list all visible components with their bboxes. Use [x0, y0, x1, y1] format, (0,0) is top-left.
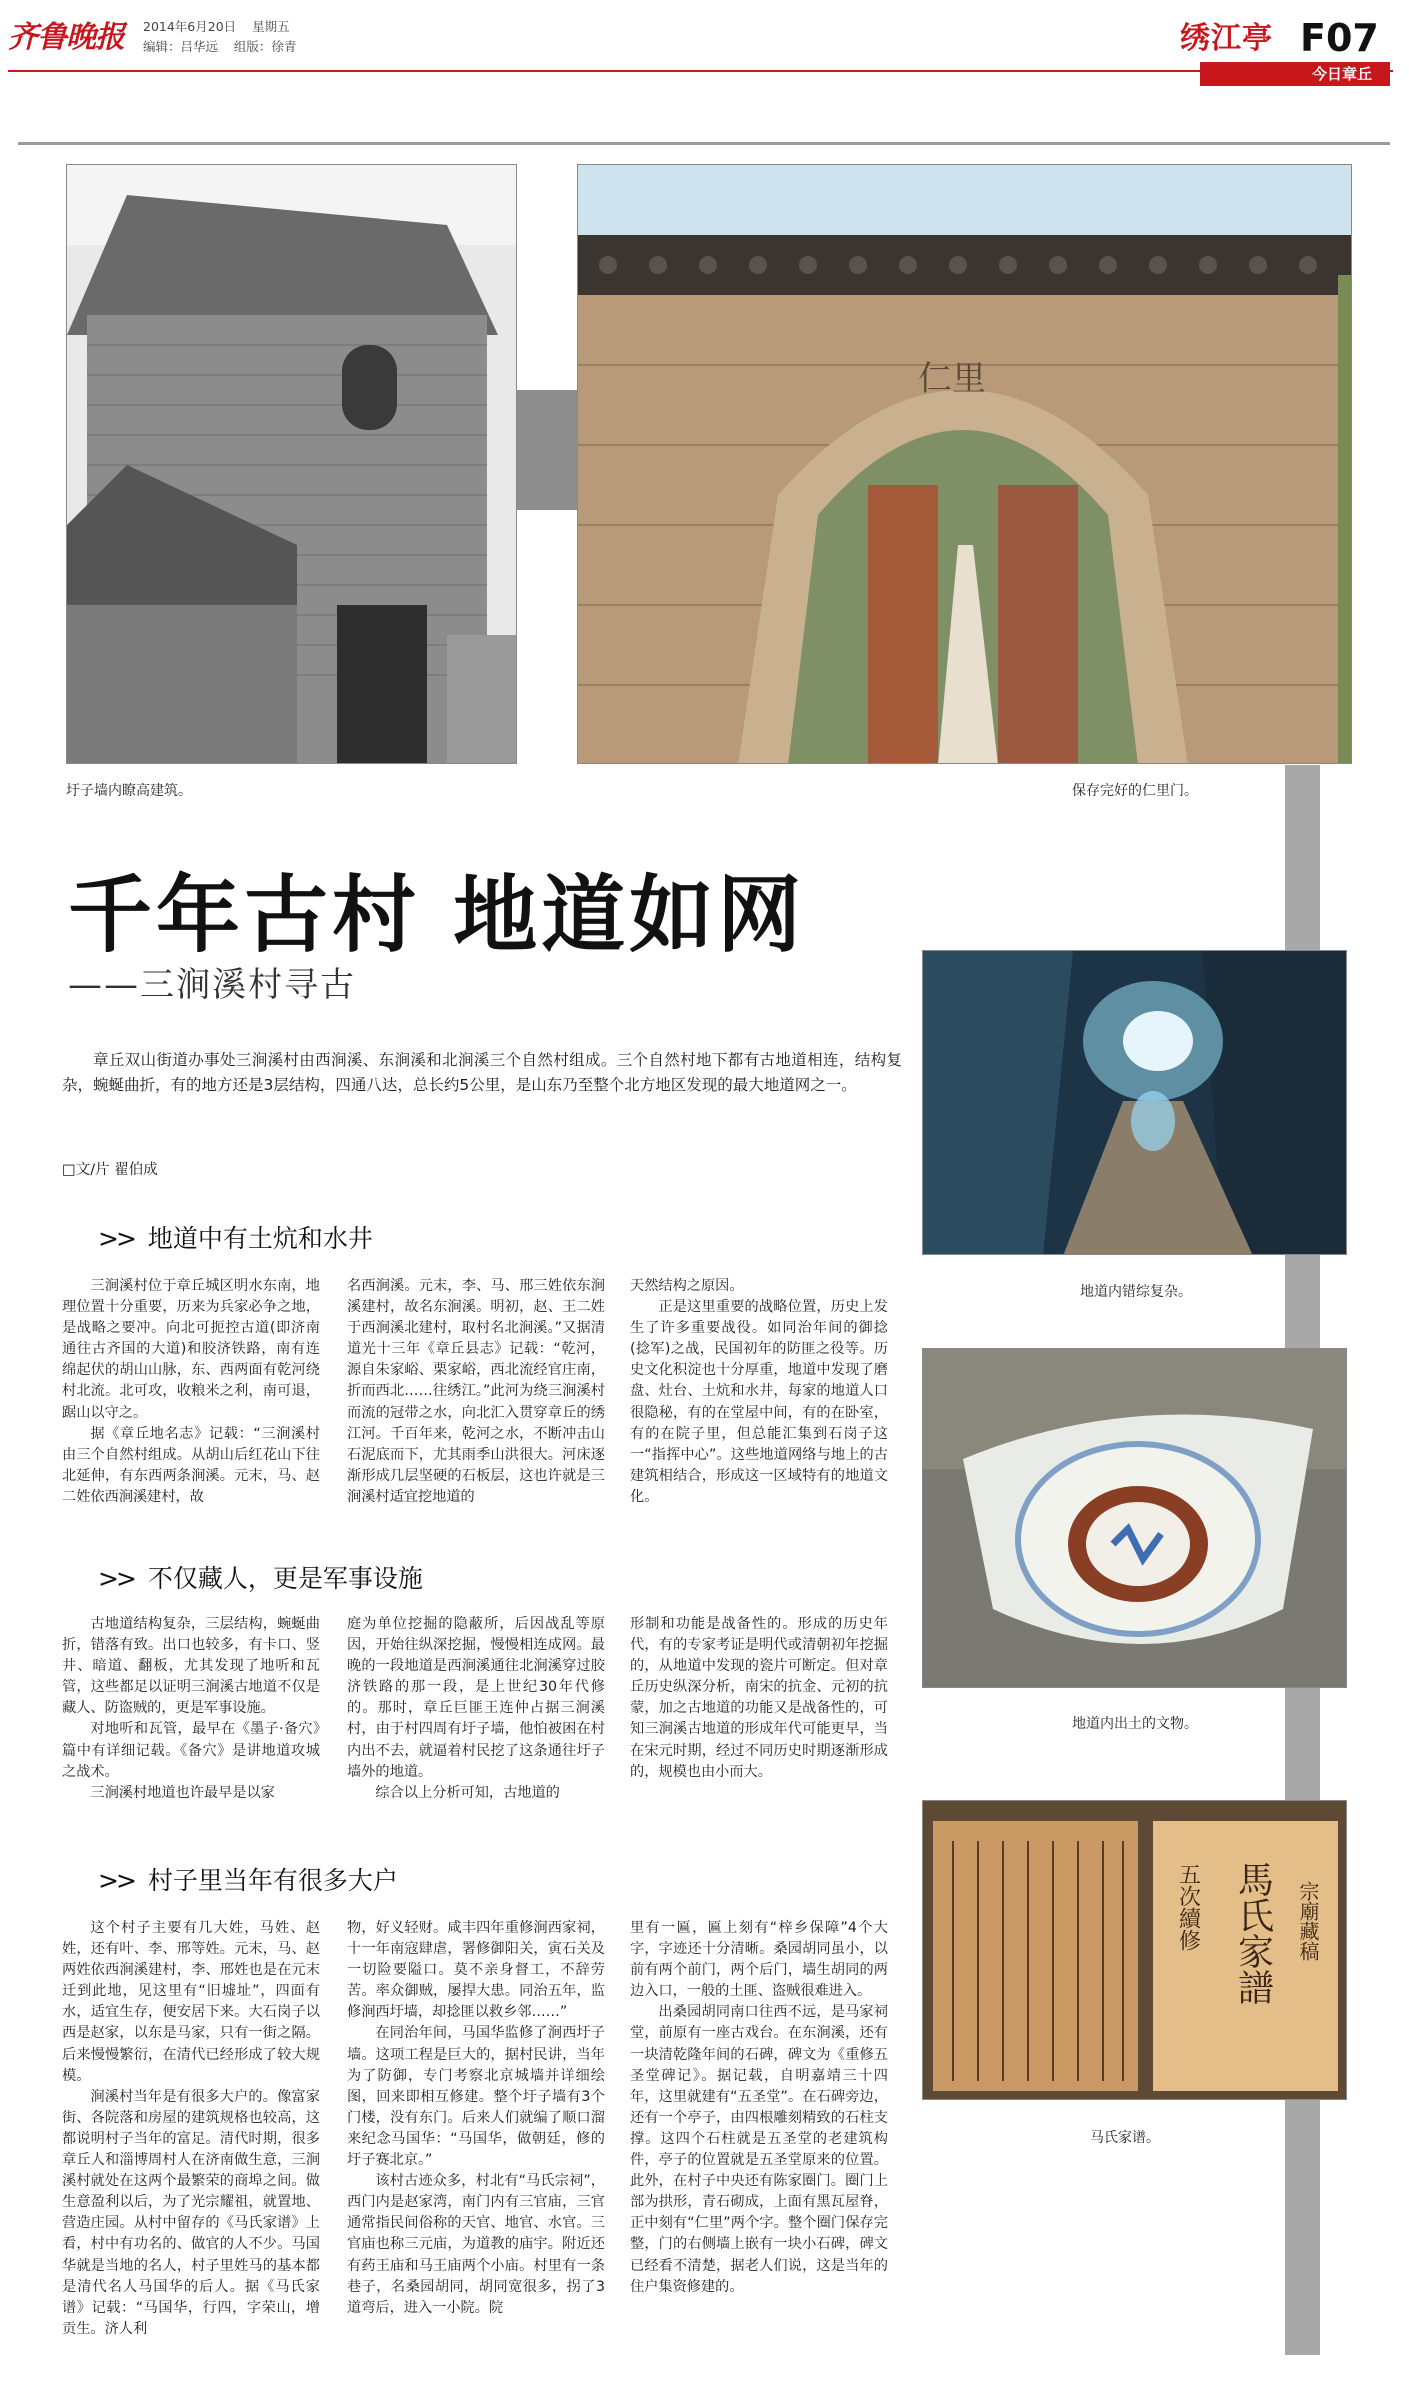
article-lead: 章丘双山街道办事处三涧溪村由西涧溪、东涧溪和北涧溪三个自然村组成。三个自然村地下都有古地道相连，结构复杂，蜿蜒曲折，有的地方还是3层结构，四通八达，总长约5公里，是山东乃至整个北方地区发现的最大地道网之一。 [62, 1051, 902, 1094]
s2-column-1 [62, 1614, 320, 1832]
photo-caption-relic: 地道内出土的文物。 [1072, 1716, 1198, 1732]
layout-label: 组版：徐青 [233, 39, 297, 54]
paragraph: 形制和功能是战备性的。形成的历史年代，有的专家考证是明代或清朝初年挖掘的，从地道中发现的瓷片可断定。但对章丘历史纵深分析，南宋的抗金、元初的抗蒙，加之古地道的功能又是战备性的，可知三涧溪古地道的形成年代可能更早，当在宋元时期，经过不同历史时期逐渐形成的，规模也由小而大。 [630, 1616, 888, 1780]
paragraph: 三涧溪村位于章丘城区明水东南，地理位置十分重要，历来为兵家必争之地，是战略之要冲。向北可扼控古道(即济南通往古齐国的大道)和胶济铁路，南有连绵起伏的胡山山脉，东、西两面有乾河绕村北流。北可攻，收粮米之利，南可退，踞山以守之。 [62, 1278, 320, 1421]
article-byline: □文/片 翟伯成 [62, 1162, 158, 1178]
paragraph: 这个村子主要有几大姓，马姓、赵姓，还有叶、李、邢等姓。元末，马、赵两姓依西涧溪建村，李、邢姓也是在元末迁到此地，见这里有“旧墟址”，四面有水，适宜生存，便安居下来。大石岗子以西是赵家，以东是马家，只有一街之隔。后来慢慢繁衍，在清代已经形成了较大规模。 [62, 1920, 320, 2084]
section-heading-2 [98, 1560, 698, 1598]
section-title-2: 不仅藏人，更是军事设施 [147, 1564, 423, 1593]
chevron-icon: >> [98, 1564, 134, 1593]
paragraph: 物，好义轻财。咸丰四年重修涧西家祠，十一年南寇肆虐，署修御阳关，寅石关及一切险要隘口。莫不亲身督工，不辞劳苦。率众御贼，屡捍大患。同治五年，监修涧西圩墙，却捻匪以救乡邻……” [347, 1920, 605, 2021]
s2-column-2 [347, 1614, 605, 1832]
section-heading-3 [98, 1862, 698, 1900]
book-side-note: 宗廟藏稿 [1296, 1881, 1320, 1961]
article-subtitle: ——三涧溪村寻古 [68, 965, 356, 1005]
gate-inscription: 仁里 [918, 359, 986, 399]
section-heading-1 [98, 1220, 698, 1258]
photo-caption-tunnel: 地道内错综复杂。 [1080, 1284, 1192, 1300]
article-title: 千年古村 地道如网 [68, 866, 806, 964]
paragraph: 名西涧溪。元末，李、马、邢三姓依东涧溪建村，故名东涧溪。明初，赵、王二姓于西涧溪北建村，取村名北涧溪。”又据清道光十三年《章丘县志》记载：“乾河，源自朱家峪、栗家峪，西北流经官庄南，折而西北……往绣江。”此河为绕三涧溪村而流的冠带之水，向北汇入贯穿章丘的绣江河。千百年来，乾河之水，不断冲击山石泥底而下，尤其雨季山洪很大。河床逐渐形成几层坚硬的石板层，这也许就是三涧溪村适宜挖地道的 [347, 1278, 605, 1505]
photo-caption-watchtower: 圩子墙内瞭高建筑。 [66, 783, 192, 799]
issue-weekday: 星期五 [252, 19, 290, 34]
page-divider [18, 142, 1390, 145]
s2-column-3 [630, 1614, 888, 1832]
paragraph: 出桑园胡同南口往西不远，是马家祠堂，前原有一座古戏台。在东涧溪，还有一块清乾隆年间的石碑，碑文为《重修五圣堂碑记》。据记载，自明嘉靖三十四年，这里就建有“五圣堂”。在石碑旁边，还有一个亭子，由四根雕刻精致的石柱支撑。这四个石柱就是五圣堂的老建筑构件，亭子的位置就是五圣堂原来的位置。此外，在村子中央还有陈家圈门。圈门上部为拱形，青石砌成，上面有黑瓦屋脊，正中刻有“仁里”两个字。整个圈门保存完整，门的右侧墙上嵌有一块小石碑，碑文已经看不清楚，据老人们说，这是当年的住户集资修建的。 [630, 2004, 888, 2295]
paragraph: 对地听和瓦管，最早在《墨子·备穴》篇中有详细记载。《备穴》是讲地道攻城之战术。 [62, 1721, 320, 1780]
s1-column-2 [347, 1276, 605, 1534]
book-title: 馬氏家譜 [1232, 1861, 1274, 2005]
issue-date-line [143, 17, 290, 36]
s1-column-3 [630, 1276, 888, 1534]
photo-tunnel [922, 950, 1347, 1255]
decorative-gray-band [517, 390, 577, 510]
paragraph: 涧溪村当年是有很多大户的。像富家街、各院落和房屋的建筑规格也较高，这都说明村子当年的富足。清代时期，很多章丘人和淄博周村人在济南做生意，三涧溪村就处在这两个最繁荣的商埠之间。做生意盈利以后，为了光宗耀祖，就置地、营造庄园。从村中留存的《马氏家谱》上看，村中有功名的、做官的人不少。马国华就是当地的名人，村子里姓马的基本都是清代名人马国华的后人。据《马氏家谱》记载：“马国华，行四，字荣山，增贡生。济人利 [62, 2088, 320, 2337]
genealogy-book-illustration [923, 1801, 1347, 2100]
s3-column-2 [347, 1918, 605, 2368]
subsection-banner: 今日章丘 [1200, 62, 1390, 86]
photo-watchtower [66, 164, 517, 764]
paragraph: 正是这里重要的战略位置，历史上发生了许多重要战役。如同治年间的御捻(捻军)之战，民国初年的防匪之役等。历史文化积淀也十分厚重，地道中发现了磨盘、灶台、土炕和水井，每家的地道人口很隐秘，有的在堂屋中间，有的在卧室，有的在院子里，但总能汇集到石岗子这一“指挥中心”。这些地道网络与地上的古建筑相结合，形成这一区域特有的地道文化。 [630, 1299, 888, 1505]
section-title-1: 地道中有土炕和水井 [147, 1224, 373, 1253]
paragraph: 庭为单位挖掘的隐蔽所，后因战乱等原因，开始往纵深挖掘，慢慢相连成网。最晚的一段地道是西涧溪通往北涧溪穿过胶济铁路的那一段，是上世纪30年代修的。那时，章丘巨匪王连仲占据三涧溪村，由于村四周有圩子墙，他怕被困在村内出不去，就逼着村民挖了这条通往圩子墙外的地道。 [347, 1616, 605, 1780]
photo-renli-gate [577, 164, 1352, 764]
gate-illustration [578, 165, 1352, 764]
newspaper-masthead: 齐鲁晚报 [8, 20, 124, 55]
photo-caption-family-tree: 马氏家谱。 [1090, 2130, 1160, 2146]
s3-column-1 [62, 1918, 320, 2368]
staff-line [143, 37, 296, 56]
photo-caption-gate: 保存完好的仁里门。 [1072, 783, 1198, 799]
book-sub-title: 五次續修 [1175, 1863, 1201, 1951]
watchtower-illustration [67, 165, 517, 764]
paragraph: 古地道结构复杂，三层结构，蜿蜒曲折，错落有致。出口也较多，有卡口、竖井、暗道、翻板，尤其发现了地听和瓦管，这些都足以证明三涧溪古地道不仅是藏人、防盗贼的，更是军事设施。 [62, 1616, 320, 1717]
paragraph: 里有一匾，匾上刻有“梓乡保障”4个大字，字迹还十分清晰。桑园胡同虽小，以前有两个前门，两个后门，墙生胡同的两边入口，一般的土匪、盗贼很难进入。 [630, 1920, 888, 2000]
page-number: F07 [1300, 16, 1379, 60]
paragraph: 天然结构之原因。 [630, 1278, 744, 1294]
chevron-icon: >> [98, 1224, 134, 1253]
bowl-illustration [923, 1349, 1347, 1688]
paragraph: 据《章丘地名志》记载：“三涧溪村由三个自然村组成。从胡山后红花山下往北延伸，有东西两条涧溪。元末，马、赵二姓依西涧溪建村，故 [62, 1425, 320, 1505]
paragraph: 在同治年间，马国华监修了涧西圩子墙。这项工程是巨大的，据村民讲，当年为了防御，专门考察北京城墙并详细绘图，回来即相互修建。整个圩子墙有3个门楼，没有东门。后来人们就编了顺口溜来纪念马国华：“马国华，做朝廷，修的圩子赛北京。” [347, 2025, 605, 2169]
tunnel-illustration [923, 951, 1347, 1255]
s3-column-3 [630, 1918, 888, 2368]
paragraph: 该村古迹众多，村北有“马氏宗祠”，西门内是赵家湾，南门内有三官庙，三官通常指民间俗称的天官、地官、水官。三官庙也称三元庙，为道教的庙宇。附近还有药王庙和马王庙两个小庙。村里有一条巷子，名桑园胡同，胡同宽很多，拐了3道弯后，进入一小院。院 [347, 2173, 605, 2316]
editor-label: 编辑：吕华远 [143, 39, 219, 54]
chevron-icon: >> [98, 1866, 134, 1895]
photo-relic-bowl [922, 1348, 1347, 1688]
section-title-3: 村子里当年有很多大户 [147, 1866, 398, 1895]
paragraph: 综合以上分析可知，古地道的 [375, 1784, 560, 1801]
issue-date: 2014年6月20日 [143, 19, 237, 34]
section-name: 绣江亭 [1180, 21, 1273, 56]
paragraph: 三涧溪村地道也许最早是以家 [90, 1784, 275, 1801]
s1-column-1 [62, 1276, 320, 1534]
header-red-rule [8, 70, 1393, 72]
photo-family-tree [922, 1800, 1347, 2100]
